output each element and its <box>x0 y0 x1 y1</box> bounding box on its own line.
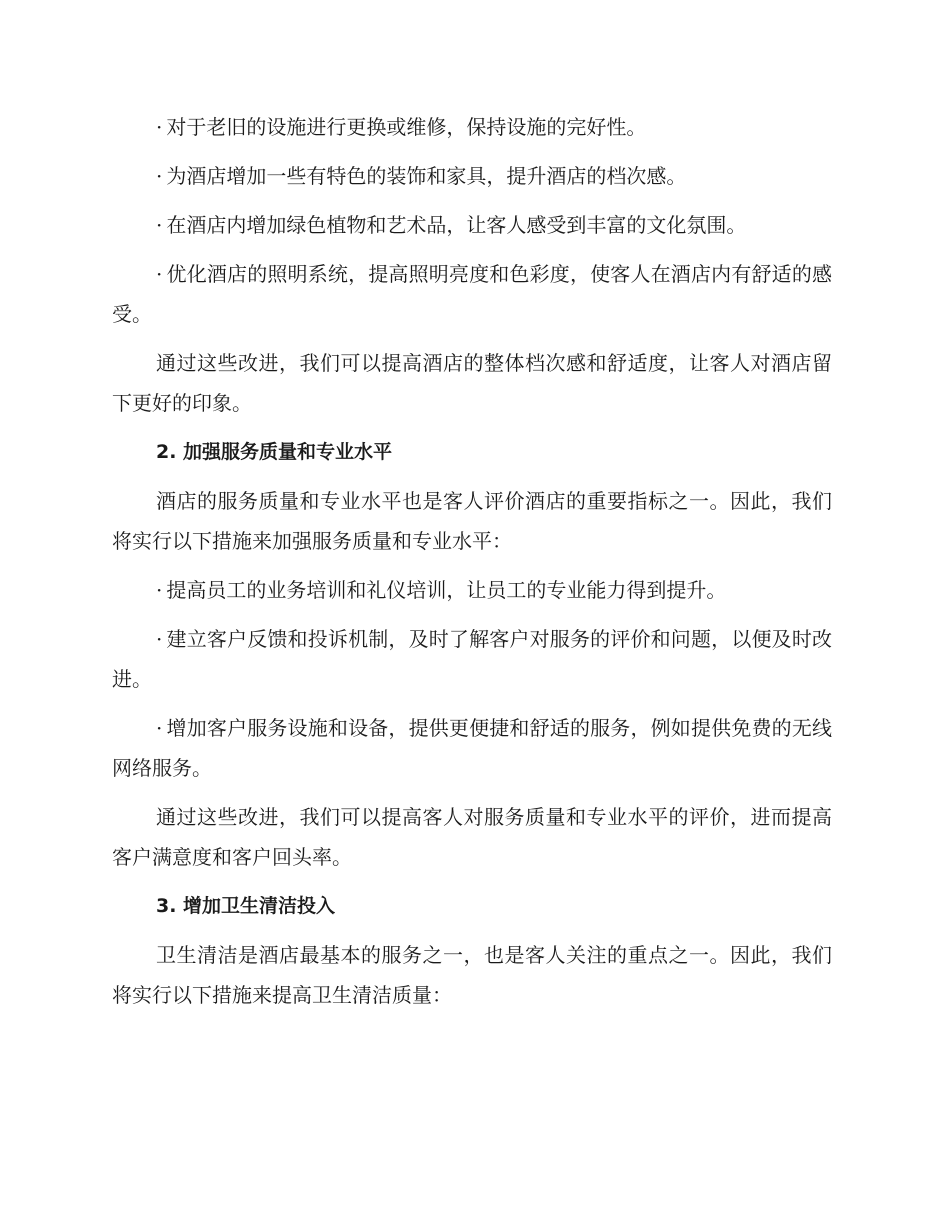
bullet-text: 对于老旧的设施进行更换或维修，保持设施的完好性。 <box>166 115 647 139</box>
summary-paragraph: 通过这些改进，我们可以提高酒店的整体档次感和舒适度，让客人对酒店留下更好的印象。 <box>112 351 832 415</box>
list-item <box>112 156 832 196</box>
document-page <box>112 107 832 1024</box>
list-item <box>112 107 832 147</box>
bullet-text: 提高员工的业务培训和礼仪培训，让员工的专业能力得到提升。 <box>166 578 727 602</box>
section-heading: 2. 加强服务质量和专业水平 <box>156 441 393 463</box>
summary-paragraph: 通过这些改进，我们可以提高客人对服务质量和专业水平的评价，进而提高客户满意度和客户回头率。 <box>112 805 832 869</box>
list-item <box>112 205 832 245</box>
intro-paragraph: 酒店的服务质量和专业水平也是客人评价酒店的重要指标之一。因此，我们将实行以下措施来加强服务质量和专业水平： <box>112 489 832 553</box>
bullet-text: 为酒店增加一些有特色的装饰和家具，提升酒店的档次感。 <box>166 164 687 188</box>
intro-paragraph: 卫生清洁是酒店最基本的服务之一，也是客人关注的重点之一。因此，我们将实行以下措施来提高卫生清洁质量： <box>112 943 832 1007</box>
list-item <box>112 570 832 610</box>
bullet-dot: · <box>156 115 163 139</box>
bullet-text: 增加客户服务设施和设备，提供更便捷和舒适的服务，例如提供免费的无线网络服务。 <box>112 716 832 780</box>
section-heading: 3. 增加卫生清洁投入 <box>156 895 336 917</box>
bullet-text: 优化酒店的照明系统，提高照明亮度和色彩度，使客人在酒店内有舒适的感受。 <box>112 262 832 326</box>
list-item <box>112 708 832 788</box>
list-item <box>112 254 832 334</box>
bullet-dot: · <box>156 213 163 237</box>
bullet-dot: · <box>156 262 163 286</box>
list-item <box>112 619 832 699</box>
bullet-text: 在酒店内增加绿色植物和艺术品，让客人感受到丰富的文化氛围。 <box>166 213 747 237</box>
bullet-dot: · <box>156 578 163 602</box>
bullet-dot: · <box>156 627 163 651</box>
bullet-text: 建立客户反馈和投诉机制，及时了解客户对服务的评价和问题，以便及时改进。 <box>112 627 832 691</box>
bullet-dot: · <box>156 716 163 740</box>
bullet-dot: · <box>156 164 163 188</box>
